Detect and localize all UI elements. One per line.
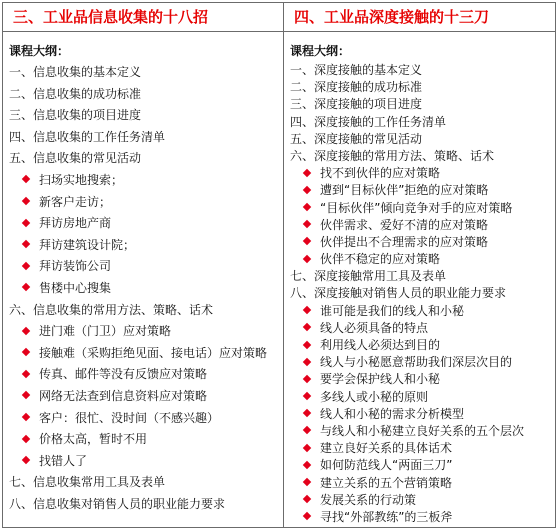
outline-subitem: [9, 364, 283, 386]
right-column-title: 四、工业品深度接触的十三刀: [284, 3, 555, 32]
diamond-bullet-icon: [22, 391, 30, 399]
outline-subitem: [290, 371, 555, 388]
diamond-bullet-icon: [22, 413, 30, 421]
diamond-bullet-icon: [303, 357, 311, 365]
diamond-bullet-icon: [22, 197, 30, 205]
outline-subitem: [9, 408, 283, 430]
outline-item-text: 新客户走访；: [39, 194, 112, 209]
outline-section: [9, 127, 283, 149]
diamond-bullet-icon: [303, 478, 311, 486]
outline-section: [9, 494, 283, 516]
diamond-bullet-icon: [303, 495, 311, 503]
outline-item-text: 网络无法查到信息资料应对策略: [39, 388, 208, 403]
outline-section: [9, 472, 283, 494]
outline-item-text: 线人与小秘愿意帮助我们深层次目的: [320, 355, 513, 370]
diamond-bullet-icon: [303, 220, 311, 228]
outline-subitem: [9, 321, 283, 343]
left-column: [3, 3, 284, 527]
diamond-bullet-icon: [303, 186, 311, 194]
outline-subitem: [290, 234, 555, 251]
right-column: [284, 3, 555, 527]
diamond-bullet-icon: [303, 426, 311, 434]
outline-subitem: [9, 235, 283, 257]
diamond-bullet-icon: [22, 240, 30, 248]
outline-section: [290, 96, 555, 113]
outline-subitem: [9, 451, 283, 473]
outline-item-text: 拜访装饰公司: [39, 259, 112, 274]
outline-item-text: 与线人和小秘建立良好关系的五个层次: [320, 423, 525, 438]
outline-item-text: 找错人了: [39, 453, 88, 468]
outline-item-text: 伙伴不稳定的应对策略: [320, 252, 441, 267]
outline-item-text: 二、信息收集的成功标准: [9, 86, 142, 101]
outline-item-text: 拜访建筑设计院；: [39, 237, 136, 252]
diamond-bullet-icon: [303, 237, 311, 245]
outline-subitem: [9, 429, 283, 451]
outline-item-text: 发展关系的行动策: [320, 492, 417, 507]
outline-item-text: 如何防范线人“两面三刀”: [320, 458, 453, 473]
outline-item-text: 线人和小秘的需求分析模型: [320, 406, 465, 421]
outline-item-text: 售楼中心搜集: [39, 280, 112, 295]
diamond-bullet-icon: [22, 456, 30, 464]
outline-section: [290, 79, 555, 96]
outline-subitem: [290, 320, 555, 337]
outline-section: [290, 148, 555, 165]
diamond-bullet-icon: [303, 443, 311, 451]
diamond-bullet-icon: [303, 375, 311, 383]
outline-item-text: 八、深度接触对销售人员的职业能力要求: [290, 286, 507, 301]
outline-subitem: [290, 251, 555, 268]
outline-subitem: [290, 303, 555, 320]
diamond-bullet-icon: [22, 283, 30, 291]
outline-item-text: 传真、邮件等没有反馈应对策略: [39, 367, 208, 382]
course-outline-table: [2, 2, 556, 528]
right-outline-list: [290, 62, 555, 526]
outline-subitem: [290, 337, 555, 354]
diamond-bullet-icon: [22, 175, 30, 183]
outline-subitem: [9, 278, 283, 300]
outline-section: [290, 62, 555, 79]
outline-subitem: [290, 406, 555, 423]
outline-subitem: [9, 213, 283, 235]
outline-item-text: 四、深度接触的工作任务清单: [290, 114, 447, 129]
outline-section: [9, 300, 283, 322]
outline-item-text: 七、信息收集常用工具及表单: [9, 475, 166, 490]
outline-subitem: [290, 200, 555, 217]
outline-subitem: [290, 440, 555, 457]
outline-item-text: 一、深度接触的基本定义: [290, 63, 423, 77]
outline-item-text: 线人必须具备的特点: [320, 320, 429, 335]
outline-item-text: 八、信息收集对销售人员的职业能力要求: [9, 496, 226, 511]
diamond-bullet-icon: [303, 461, 311, 469]
diamond-bullet-icon: [303, 306, 311, 314]
diamond-bullet-icon: [303, 168, 311, 176]
outline-subitem: [290, 492, 555, 509]
diamond-bullet-icon: [22, 370, 30, 378]
outline-item-text: 多线人或小秘的原则: [320, 389, 429, 404]
outline-section: [290, 131, 555, 148]
outline-section: [9, 105, 283, 127]
outline-subitem: [290, 182, 555, 199]
diamond-bullet-icon: [303, 512, 311, 520]
diamond-bullet-icon: [303, 254, 311, 262]
outline-subitem: [9, 386, 283, 408]
outline-section: [9, 84, 283, 106]
outline-subitem: [290, 509, 555, 526]
outline-item-text: 五、信息收集的常见活动: [9, 151, 142, 166]
diamond-bullet-icon: [22, 326, 30, 334]
outline-section: [9, 62, 283, 84]
outline-item-text: 扫场实地搜索；: [39, 172, 124, 187]
outline-item-text: 进门难（门卫）应对策略: [39, 324, 172, 339]
outline-subitem: [290, 423, 555, 440]
outline-subitem: [9, 170, 283, 192]
left-outline-list: [9, 62, 283, 515]
diamond-bullet-icon: [303, 409, 311, 417]
outline-item-text: 六、深度接触的常用方法、策略、话术: [290, 148, 495, 163]
outline-item-text: 客户：很忙、没时间（不感兴趣）: [39, 410, 220, 425]
diamond-bullet-icon: [22, 218, 30, 226]
outline-item-text: 二、深度接触的成功标准: [290, 80, 423, 95]
outline-subitem: [290, 457, 555, 474]
diamond-bullet-icon: [303, 323, 311, 331]
outline-item-text: 找不到伙伴的应对策略: [320, 166, 441, 181]
outline-item-text: 伙伴需求、爱好不清的应对策略: [320, 217, 489, 232]
outline-item-text: 六、信息收集的常用方法、策略、话术: [9, 302, 214, 317]
outline-item-text: 建立关系的五个营销策略: [320, 475, 453, 490]
outline-item-text: 寻找“外部教练”的三板斧: [320, 509, 453, 524]
outline-item-text: “目标伙伴”倾向竞争对手的应对策略: [320, 200, 513, 215]
left-outline-label: 课程大纲：: [9, 44, 70, 58]
outline-subitem: [9, 343, 283, 365]
outline-item-text: 三、深度接触的项目进度: [290, 97, 423, 112]
outline-section: [9, 148, 283, 170]
outline-item-text: 遭到“目标伙伴”拒绝的应对策略: [320, 183, 489, 198]
outline-subitem: [9, 192, 283, 214]
diamond-bullet-icon: [22, 348, 30, 356]
outline-subitem: [290, 354, 555, 371]
diamond-bullet-icon: [22, 434, 30, 442]
outline-item-text: 四、信息收集的工作任务清单: [9, 129, 166, 144]
diamond-bullet-icon: [303, 340, 311, 348]
outline-item-text: 要学会保护线人和小秘: [320, 372, 441, 387]
diamond-bullet-icon: [303, 203, 311, 211]
outline-subitem: [9, 256, 283, 278]
outline-item-text: 价格太高，暂时不用: [39, 432, 148, 447]
outline-section: [290, 114, 555, 131]
left-outline-body: [3, 32, 283, 515]
outline-section: [290, 268, 555, 285]
outline-item-text: 伙伴提出不合理需求的应对策略: [320, 234, 489, 249]
diamond-bullet-icon: [22, 262, 30, 270]
left-column-title: 三、工业品信息收集的十八招: [3, 3, 283, 32]
outline-item-text: 一、信息收集的基本定义: [9, 65, 142, 79]
outline-subitem: [290, 217, 555, 234]
outline-item-text: 接触难（采购拒绝见面、接电话）应对策略: [39, 345, 268, 360]
right-outline-body: [284, 32, 555, 526]
outline-item-text: 建立良好关系的具体话术: [320, 441, 453, 456]
outline-item-text: 七、深度接触常用工具及表单: [290, 269, 447, 284]
right-outline-label: 课程大纲：: [290, 44, 351, 58]
outline-item-text: 拜访房地产商: [39, 216, 112, 231]
outline-subitem: [290, 165, 555, 182]
diamond-bullet-icon: [303, 392, 311, 400]
outline-subitem: [290, 475, 555, 492]
outline-subitem: [290, 389, 555, 406]
outline-item-text: 三、信息收集的项目进度: [9, 108, 142, 123]
outline-section: [290, 285, 555, 302]
outline-item-text: 利用线人必须达到目的: [320, 338, 441, 352]
outline-item-text: 谁可能是我们的线人和小秘: [320, 303, 465, 318]
outline-item-text: 五、深度接触的常见活动: [290, 131, 423, 146]
